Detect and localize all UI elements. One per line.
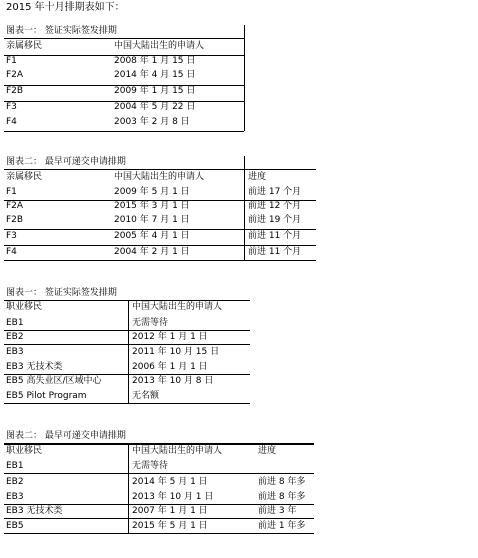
table-column-rule bbox=[244, 156, 245, 260]
table-rule bbox=[4, 131, 244, 132]
table4-header-1: 中国大陆出生的申请人 bbox=[132, 446, 223, 456]
table3-cell: 2013 年 10 月 8 日 bbox=[132, 376, 214, 386]
table1-header-1: 中国大陆出生的申请人 bbox=[114, 41, 205, 51]
table3-cell: EB5 高失业区/区域中心 bbox=[6, 376, 102, 386]
table4-cell: 前进 1 年多 bbox=[258, 521, 306, 531]
table4-caption: 图表二： 最早可递交申请排期 bbox=[6, 431, 126, 441]
table1-cell: 2008 年 1 月 15 日 bbox=[114, 56, 196, 66]
table2-header-1: 中国大陆出生的申请人 bbox=[114, 172, 205, 182]
table3-header-0: 职业移民 bbox=[6, 302, 43, 312]
table1-cell: 2009 年 1 月 15 日 bbox=[114, 86, 196, 96]
table-rule bbox=[4, 473, 314, 474]
table3-cell: EB5 Pilot Program bbox=[6, 391, 87, 401]
table4-cell: EB3 无技术类 bbox=[6, 506, 63, 516]
table-rule bbox=[4, 38, 244, 39]
table3-cell: 2006 年 1 月 1 日 bbox=[132, 362, 208, 372]
table1-cell: F2A bbox=[6, 70, 24, 80]
table3-cell: EB1 bbox=[6, 318, 24, 328]
table-rule bbox=[4, 169, 316, 170]
table4-cell: EB1 bbox=[6, 461, 24, 471]
table2-cell: 前进 17 个月 bbox=[248, 187, 302, 197]
table-rule bbox=[4, 229, 316, 230]
table4-cell: 前进 3 年 bbox=[258, 506, 297, 516]
table1-cell: 2014 年 4 月 15 日 bbox=[114, 70, 196, 80]
table-rule bbox=[4, 518, 314, 519]
table4-cell: 2013 年 10 月 1 日 bbox=[132, 492, 214, 502]
table3-cell: EB2 bbox=[6, 332, 24, 342]
table-rule bbox=[4, 260, 316, 261]
table-rule bbox=[4, 403, 250, 404]
table4-header-2: 进度 bbox=[258, 446, 277, 456]
table-rule bbox=[4, 200, 316, 201]
table2-cell: 2009 年 5 月 1 日 bbox=[114, 187, 190, 197]
table-column-rule bbox=[128, 300, 129, 403]
table2-cell: F1 bbox=[6, 187, 17, 197]
table1-cell: F1 bbox=[6, 56, 17, 66]
table4-cell: 无需等待 bbox=[132, 461, 169, 471]
table2-header-2: 进度 bbox=[248, 172, 267, 182]
table3-cell: 无需等待 bbox=[132, 318, 169, 328]
table2-cell: 前进 11 个月 bbox=[248, 231, 302, 241]
page-heading: 2015 年十月排期表如下： bbox=[6, 2, 125, 13]
table-rule bbox=[4, 533, 314, 534]
table4-header-0: 职业移民 bbox=[6, 446, 43, 456]
table2-cell: 前进 11 个月 bbox=[248, 247, 302, 257]
table2-cell: 2005 年 4 月 1 日 bbox=[114, 231, 190, 241]
table1-cell: 2004 年 5 月 22 日 bbox=[114, 102, 196, 112]
table-rule bbox=[4, 374, 250, 375]
table-rule bbox=[4, 55, 244, 56]
table3-cell: 2011 年 10 月 15 日 bbox=[132, 347, 220, 357]
table-column-rule bbox=[244, 25, 245, 131]
table1-cell: F4 bbox=[6, 117, 17, 127]
table1-header-0: 亲属移民 bbox=[6, 41, 43, 51]
table2-caption: 图表二： 最早可递交申请排期 bbox=[6, 157, 126, 167]
table1-cell: 2003 年 2 月 8 日 bbox=[114, 117, 190, 127]
table-rule bbox=[4, 245, 316, 246]
table-rule bbox=[4, 504, 314, 505]
table2-cell: 前进 19 个月 bbox=[248, 215, 302, 225]
table3-header-1: 中国大陆出生的申请人 bbox=[132, 302, 223, 312]
table-column-rule bbox=[128, 444, 129, 533]
table2-cell: F2B bbox=[6, 215, 24, 225]
table2-cell: F3 bbox=[6, 231, 17, 241]
table2-header-0: 亲属移民 bbox=[6, 172, 43, 182]
table4-cell: EB3 bbox=[6, 492, 24, 502]
table3-cell: 2012 年 1 月 1 日 bbox=[132, 332, 208, 342]
table-rule bbox=[4, 344, 250, 345]
table4-cell: EB5 bbox=[6, 521, 24, 531]
table-rule bbox=[4, 300, 250, 301]
table4-cell: 前进 8 年多 bbox=[258, 477, 306, 487]
table1-caption: 图表一： 签证实际签发排期 bbox=[6, 26, 117, 36]
table-rule bbox=[4, 330, 250, 331]
table4-cell: 前进 8 年多 bbox=[258, 492, 306, 502]
table2-cell: 2010 年 7 月 1 日 bbox=[114, 215, 190, 225]
table-rule bbox=[4, 85, 244, 86]
table4-cell: 2015 年 5 月 1 日 bbox=[132, 521, 208, 531]
table-rule bbox=[4, 101, 244, 102]
table4-cell: 2007 年 1 月 1 日 bbox=[132, 506, 208, 516]
table3-cell: EB3 bbox=[6, 347, 24, 357]
table3-cell: EB3 无技术类 bbox=[6, 362, 63, 372]
table2-cell: F2A bbox=[6, 201, 24, 211]
table1-cell: F2B bbox=[6, 86, 24, 96]
table2-cell: 前进 12 个月 bbox=[248, 201, 302, 211]
table3-cell: 无名额 bbox=[132, 391, 160, 401]
table3-caption: 图表一： 签证实际签发排期 bbox=[6, 288, 117, 298]
table4-cell: 2014 年 5 月 1 日 bbox=[132, 477, 208, 487]
table2-cell: 2015 年 3 月 1 日 bbox=[114, 201, 190, 211]
table1-cell: F3 bbox=[6, 102, 17, 112]
table2-cell: 2004 年 2 月 1 日 bbox=[114, 247, 190, 257]
table-rule bbox=[4, 444, 314, 445]
table4-cell: EB2 bbox=[6, 477, 24, 487]
table2-cell: F4 bbox=[6, 247, 17, 257]
